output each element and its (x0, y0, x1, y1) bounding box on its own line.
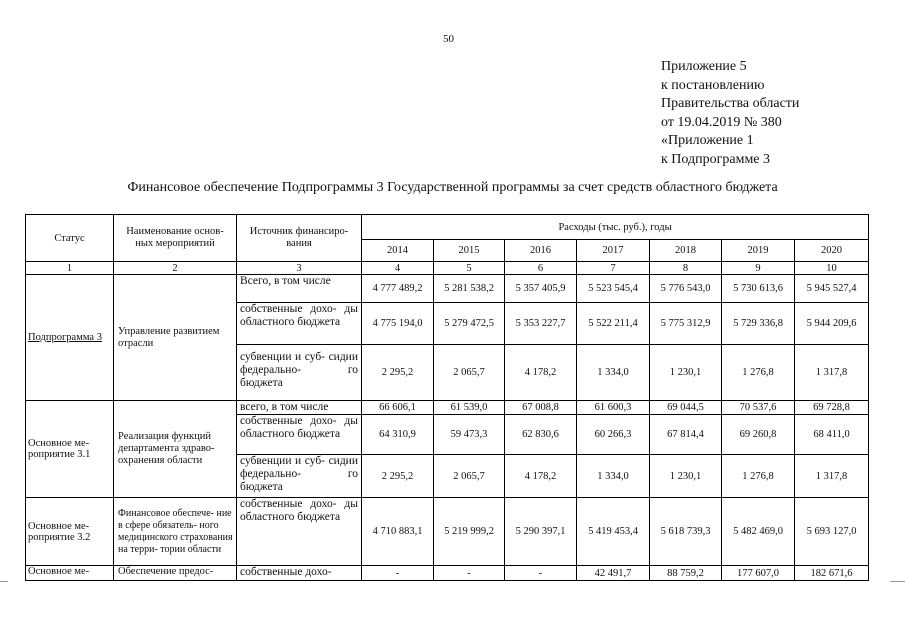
header-year: 2014 (362, 240, 434, 262)
col-number: 1 (26, 262, 114, 275)
document-title: Финансовое обеспечение Подпрограммы 3 Государственной программы за счет средств областного бюджета (127, 180, 778, 195)
appendix-line: к Подпрограмме 3 (661, 151, 771, 167)
row-value: 4 775 194,0 (362, 303, 434, 345)
row-value: 2 065,7 (434, 455, 505, 498)
row-value: 5 219 999,2 (434, 498, 505, 566)
row-value: - (505, 566, 577, 581)
row-value: 1 276,8 (722, 345, 795, 401)
row-value: 5 357 405,9 (505, 275, 577, 303)
row-value: 177 607,0 (722, 566, 795, 581)
row-value: 5 618 739,3 (650, 498, 722, 566)
row-value: 69 044,5 (650, 401, 722, 415)
row-value: 1 230,1 (650, 455, 722, 498)
appendix-line: от 19.04.2019 № 380 (661, 114, 782, 130)
row-source: субвенции и суб- сидии федерально- го бюджета (237, 345, 362, 401)
col-number: 4 (362, 262, 434, 275)
row-value: 42 491,7 (577, 566, 650, 581)
row-value: 67 008,8 (505, 401, 577, 415)
row-activity: Реализация функций департамента здраво- охранения области (114, 401, 237, 498)
col-number: 9 (722, 262, 795, 275)
header-year: 2018 (650, 240, 722, 262)
header-source: Источник финансиро- вания (237, 215, 362, 262)
row-value: 68 411,0 (795, 415, 869, 455)
row-value: 70 537,6 (722, 401, 795, 415)
row-value: 1 317,8 (795, 345, 869, 401)
page-edge-mark (890, 581, 905, 582)
appendix-line: Правительства области (661, 96, 800, 111)
table-row (26, 498, 869, 566)
row-value: 5 482 469,0 (722, 498, 795, 566)
row-value: 60 266,3 (577, 415, 650, 455)
appendix-line: «Приложение 1 (661, 133, 754, 148)
col-number: 6 (505, 262, 577, 275)
row-value: 61 600,3 (577, 401, 650, 415)
row-value: 4 178,2 (505, 455, 577, 498)
row-value: 88 759,2 (650, 566, 722, 581)
row-status: Основное ме- роприятие 3.1 (26, 401, 114, 498)
header-year: 2020 (795, 240, 869, 262)
row-value: 59 473,3 (434, 415, 505, 455)
col-number: 5 (434, 262, 505, 275)
row-value: 1 334,0 (577, 345, 650, 401)
header-expenses: Расходы (тыс. руб.), годы (362, 215, 869, 240)
financing-table (25, 214, 869, 581)
page-edge-mark (0, 581, 8, 582)
row-value: 5 730 613,6 (722, 275, 795, 303)
table-row (26, 401, 869, 415)
row-value: 64 310,9 (362, 415, 434, 455)
header-year: 2017 (577, 240, 650, 262)
row-value: 67 814,4 (650, 415, 722, 455)
col-number: 8 (650, 262, 722, 275)
row-value: 5 776 543,0 (650, 275, 722, 303)
col-number: 10 (795, 262, 869, 275)
row-value: 5 523 545,4 (577, 275, 650, 303)
row-value: 5 522 211,4 (577, 303, 650, 345)
appendix-line: к постановлению (661, 77, 765, 93)
row-value: 62 830,6 (505, 415, 577, 455)
row-source: собственные дохо- ды областного бюджета (237, 415, 362, 455)
row-activity: Управление развитием отрасли (114, 275, 237, 401)
header-name: Наименование основ- ных мероприятий (114, 215, 237, 262)
row-value: 182 671,6 (795, 566, 869, 581)
row-value: 5 419 453,4 (577, 498, 650, 566)
row-status: Основное ме- (26, 566, 114, 581)
row-activity: Обеспечение предос- (114, 566, 237, 581)
row-value: 5 729 336,8 (722, 303, 795, 345)
row-value: 1 230,1 (650, 345, 722, 401)
row-value: 5 775 312,9 (650, 303, 722, 345)
row-value: 4 710 883,1 (362, 498, 434, 566)
row-value: - (362, 566, 434, 581)
header-year: 2015 (434, 240, 505, 262)
row-value: - (434, 566, 505, 581)
row-value: 5 281 538,2 (434, 275, 505, 303)
row-value: 61 539,0 (434, 401, 505, 415)
row-value: 4 178,2 (505, 345, 577, 401)
row-source: всего, в том числе (237, 401, 362, 415)
row-status: Подпрограмма 3 (26, 275, 114, 401)
col-number: 7 (577, 262, 650, 275)
row-source: субвенции и суб- сидии федерально- го бюджета (237, 455, 362, 498)
row-value: 69 728,8 (795, 401, 869, 415)
row-value: 1 276,8 (722, 455, 795, 498)
row-value: 2 295,2 (362, 345, 434, 401)
header-year: 2016 (505, 240, 577, 262)
row-value: 5 944 209,6 (795, 303, 869, 345)
row-source: Всего, в том числе (237, 275, 362, 303)
row-value: 5 945 527,4 (795, 275, 869, 303)
col-number: 3 (237, 262, 362, 275)
row-value: 1 334,0 (577, 455, 650, 498)
row-value: 2 065,7 (434, 345, 505, 401)
table-row (26, 566, 869, 581)
row-value: 1 317,8 (795, 455, 869, 498)
row-value: 5 290 397,1 (505, 498, 577, 566)
appendix-reference (661, 58, 799, 169)
column-number-row (26, 262, 869, 275)
row-value: 2 295,2 (362, 455, 434, 498)
header-year: 2019 (722, 240, 795, 262)
row-value: 5 279 472,5 (434, 303, 505, 345)
row-value: 66 606,1 (362, 401, 434, 415)
row-value: 5 353 227,7 (505, 303, 577, 345)
row-value: 4 777 489,2 (362, 275, 434, 303)
page-number: 50 (443, 33, 454, 45)
row-source: собственные дохо- ды областного бюджета (237, 303, 362, 345)
row-source: собственные дохо- ды областного бюджета (237, 498, 362, 566)
header-status: Статус (26, 215, 114, 262)
row-value: 69 260,8 (722, 415, 795, 455)
row-activity: Финансовое обеспече- ние в сфере обязатель- ного медицинского страхования на терри- тории области (114, 498, 237, 566)
col-number: 2 (114, 262, 237, 275)
table-row (26, 275, 869, 303)
appendix-line: Приложение 5 (661, 59, 747, 74)
row-source: собственные дохо- (237, 566, 362, 581)
row-value: 5 693 127,0 (795, 498, 869, 566)
row-status: Основное ме- роприятие 3.2 (26, 498, 114, 566)
